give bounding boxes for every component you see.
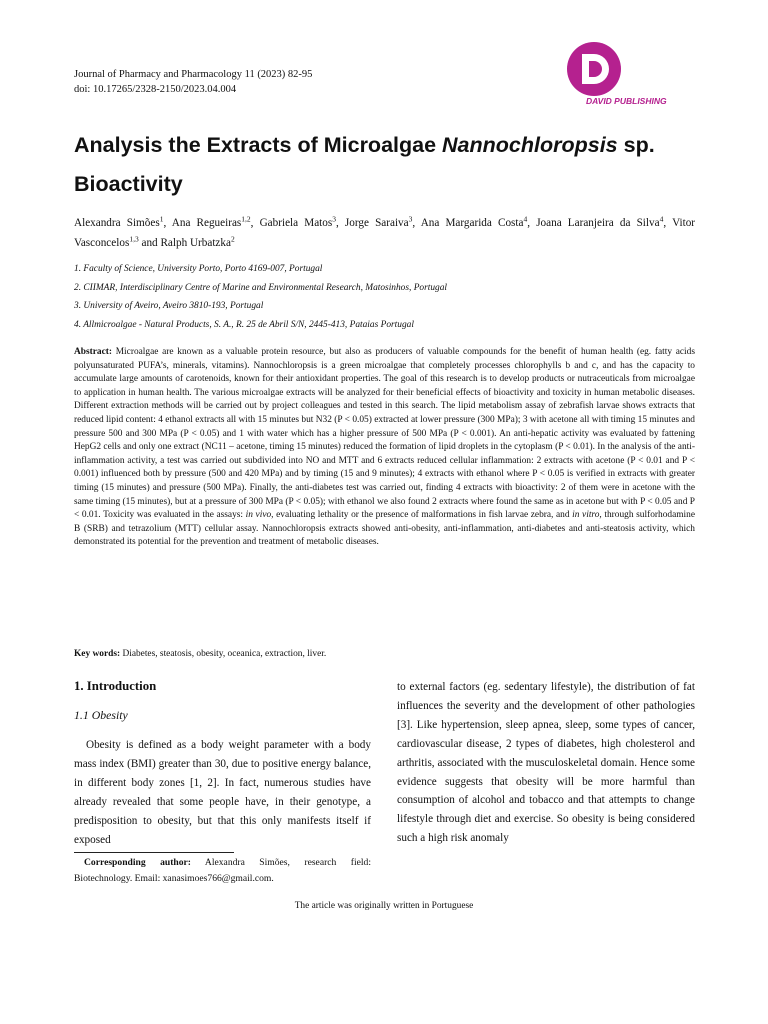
author-sup: 1,3 — [129, 233, 139, 243]
title-part2: sp. Bioactivity — [74, 133, 655, 196]
abstract-text: , evaluating lethality or the presence of malformations in fish larvae zebra, and — [271, 510, 573, 521]
author: Vitor Vasconcelos — [74, 217, 696, 249]
author-sup: 4 — [659, 214, 664, 224]
logo-text: DAVID PUBLISHING — [586, 96, 667, 106]
author: Ralph Urbatzka — [160, 236, 231, 249]
author-sup: 4 — [523, 214, 528, 224]
affiliation: 3. University of Aveiro, Aveiro 3810-193, Portugal — [74, 301, 264, 312]
abstract-text: Microalgae are known as a valuable protein resource, but also as producers of valuable compounds for the benefit of human health (eg. fatty acids polyunsaturated PUFA’s, minerals, vitamins). Nannochloropsis is a green microalgae that completely processes chlorophylls b and c, and has the capacity to accumulate large amounts of carotenoids, known for their antioxidant properties. The goal of this research is to develop products or nutraceuticals from microalgae to application in human health. The various microalgae extracts will be analyzed for their beneficial effects of bioactivity and toxicity in human metabolic diseases. Different extraction methods will be carried out by project colleagues and tested in this search. The lipid metabolism assay of zebrafish larvae shows extracts that reduced lipid content: 4 ethanol extracts all with 15 minutes but N32 (P < 0.05) extracted at lower pressure (300 MPa); 3 with acetone all with timing 15 minutes and pressure 500 and 300 MPa (P < 0.05) and 1 with water which has a higher pressure of 500 MPa (P < 0.001). An anti-hepatic activity was evaluated by fattening HepG2 cells and only one extract (NC11 – acetone, timing 15 minutes) reduced the formation of lipid droplets in the cytoplasm (P < 0.01). In the analysis of the anti-inflammation activity, a test was carried out subdivided into NO and MTT and 6 extracts reduced cellular inflammation: 2 extracts with acetone (P < 0.01 and P < 0.001) influenced both by pressure (500 and 420 MPa) and by timing (15 and 9 minutes); 4 extracts with ethanol where P < 0.05 is verified in extracts with greater timing (15 minutes) and pressure (500 MPa). Finally, the anti-diabetes test was carried out, finding 4 extracts with bioactivity: 2 of them were in acetone with the same timing (15 minutes), but at a pressure of 300 MPa (P < 0.05); with ethanol we also found 2 extracts where found the same as in acetone but with P < 0.05 and P < 0.01. Toxicity was evaluated in the assays: — [74, 347, 695, 521]
logo-disc — [567, 42, 621, 96]
title-italic: Nannochloropsis — [442, 133, 618, 157]
journal-citation: Journal of Pharmacy and Pharmacology 11 (2023) 82-95 — [74, 69, 313, 80]
original-language-note: The article was originally written in Portuguese — [294, 901, 474, 911]
section-heading: 1. Introduction — [74, 679, 157, 693]
keywords-text: Diabetes, steatosis, obesity, oceanica, extraction, liver. — [120, 649, 327, 659]
author-sup: 3 — [332, 214, 336, 224]
author: Joana Laranjeira da Silva — [536, 217, 660, 229]
affiliations — [74, 260, 695, 335]
footnote-label: Corresponding author: — [84, 857, 192, 868]
footnote-divider — [74, 852, 234, 853]
david-publishing-logo-icon — [556, 40, 696, 108]
affiliation: 2. CIIMAR, Interdisciplinary Centre of Marine and Environmental Research, Matosinhos, Portugal — [74, 282, 448, 293]
abstract-text: , through sulforhodamine B (SRB) and tetrazolium (MTT) cellular assay. Nannochloropsis extracts showed anti-obesity, anti-inflammation, anti-diabetes and anti-steatosis activity, which demonstrated its potential for the prevention and treatment of metabolic diseases. — [74, 510, 695, 548]
author-sup: 2 — [230, 233, 235, 243]
abstract — [74, 346, 695, 550]
abstract-italic: in vitro — [572, 510, 600, 521]
author-and: and — [141, 236, 158, 249]
body-text-left-column: Obesity is defined as a body weight parameter with a body mass index (BMI) greater than 30, due to positive energy balance, in different body zones [1, 2]. In fact, numerous studies have already revealed that some people have, in their genotype, a predisposition to obesity, but that this only manifests itself if exposed — [74, 739, 371, 846]
author: Jorge Saraiva — [344, 217, 409, 229]
journal-header — [74, 67, 312, 97]
author: Ana Margarida Costa — [420, 217, 524, 229]
author-list: Alexandra Simões$^1$, Ana Regueiras$^{1,2}$, Gabriela Matos$^3$, Jorge Saraiva$^3$, Ana Margarida Costa$^4$, Joana Laranjeira da Silva$^4$, Vitor Vasconcelos$^{1,3}$ and Ralph Urbatzka$^2$ — [74, 214, 696, 249]
affiliation: 4. Allmicroalgae - Natural Products, S. A., R. 25 de Abril S/N, 2445-413, Pataias Portugal — [74, 320, 414, 331]
subsection-heading: 1.1 Obesity — [74, 708, 128, 722]
corresponding-author-footnote — [74, 855, 371, 886]
abstract-label: Abstract: — [74, 347, 113, 357]
author: Gabriela Matos — [259, 217, 333, 229]
footnote-text: Alexandra Simões, research field: Biotechnology. Email: xanasimoes766@gmail.com. — [74, 857, 371, 884]
doi: doi: 10.17265/2328-2150/2023.04.004 — [74, 84, 237, 95]
keywords — [74, 647, 695, 661]
author-sup: 1,2 — [241, 214, 251, 224]
publisher-logo — [556, 40, 696, 108]
author-sup: 1 — [159, 214, 164, 224]
abstract-italic: in vivo — [245, 510, 272, 521]
paper-title — [74, 126, 704, 204]
keywords-label: Key words: — [74, 649, 121, 659]
affiliation: 1. Faculty of Science, University Porto, Porto 4169-007, Portugal — [74, 264, 323, 274]
body-text-right-column: to external factors (eg. sedentary lifestyle), the distribution of fat influences the severity and the development of other pathologies [3]. Like hypertension, sleep apnea, sleep, some types of cancer, cardiovascular disease, 2 types of diabetes, high cholesterol and arthritis, associated with the musculoskeletal domain. Hence some evidence suggests that obesity will be more harmful than consumption of alcohol and tobacco and that attempts to change lifestyle through diet and exercise. So obesity is being considered such a high risk anomaly — [397, 681, 695, 845]
author: Alexandra Simões — [74, 217, 160, 229]
author-sup: 3 — [408, 214, 413, 224]
author: Ana Regueiras — [171, 217, 242, 229]
title-part1: Analysis the Extracts of Microalgae — [74, 133, 443, 157]
